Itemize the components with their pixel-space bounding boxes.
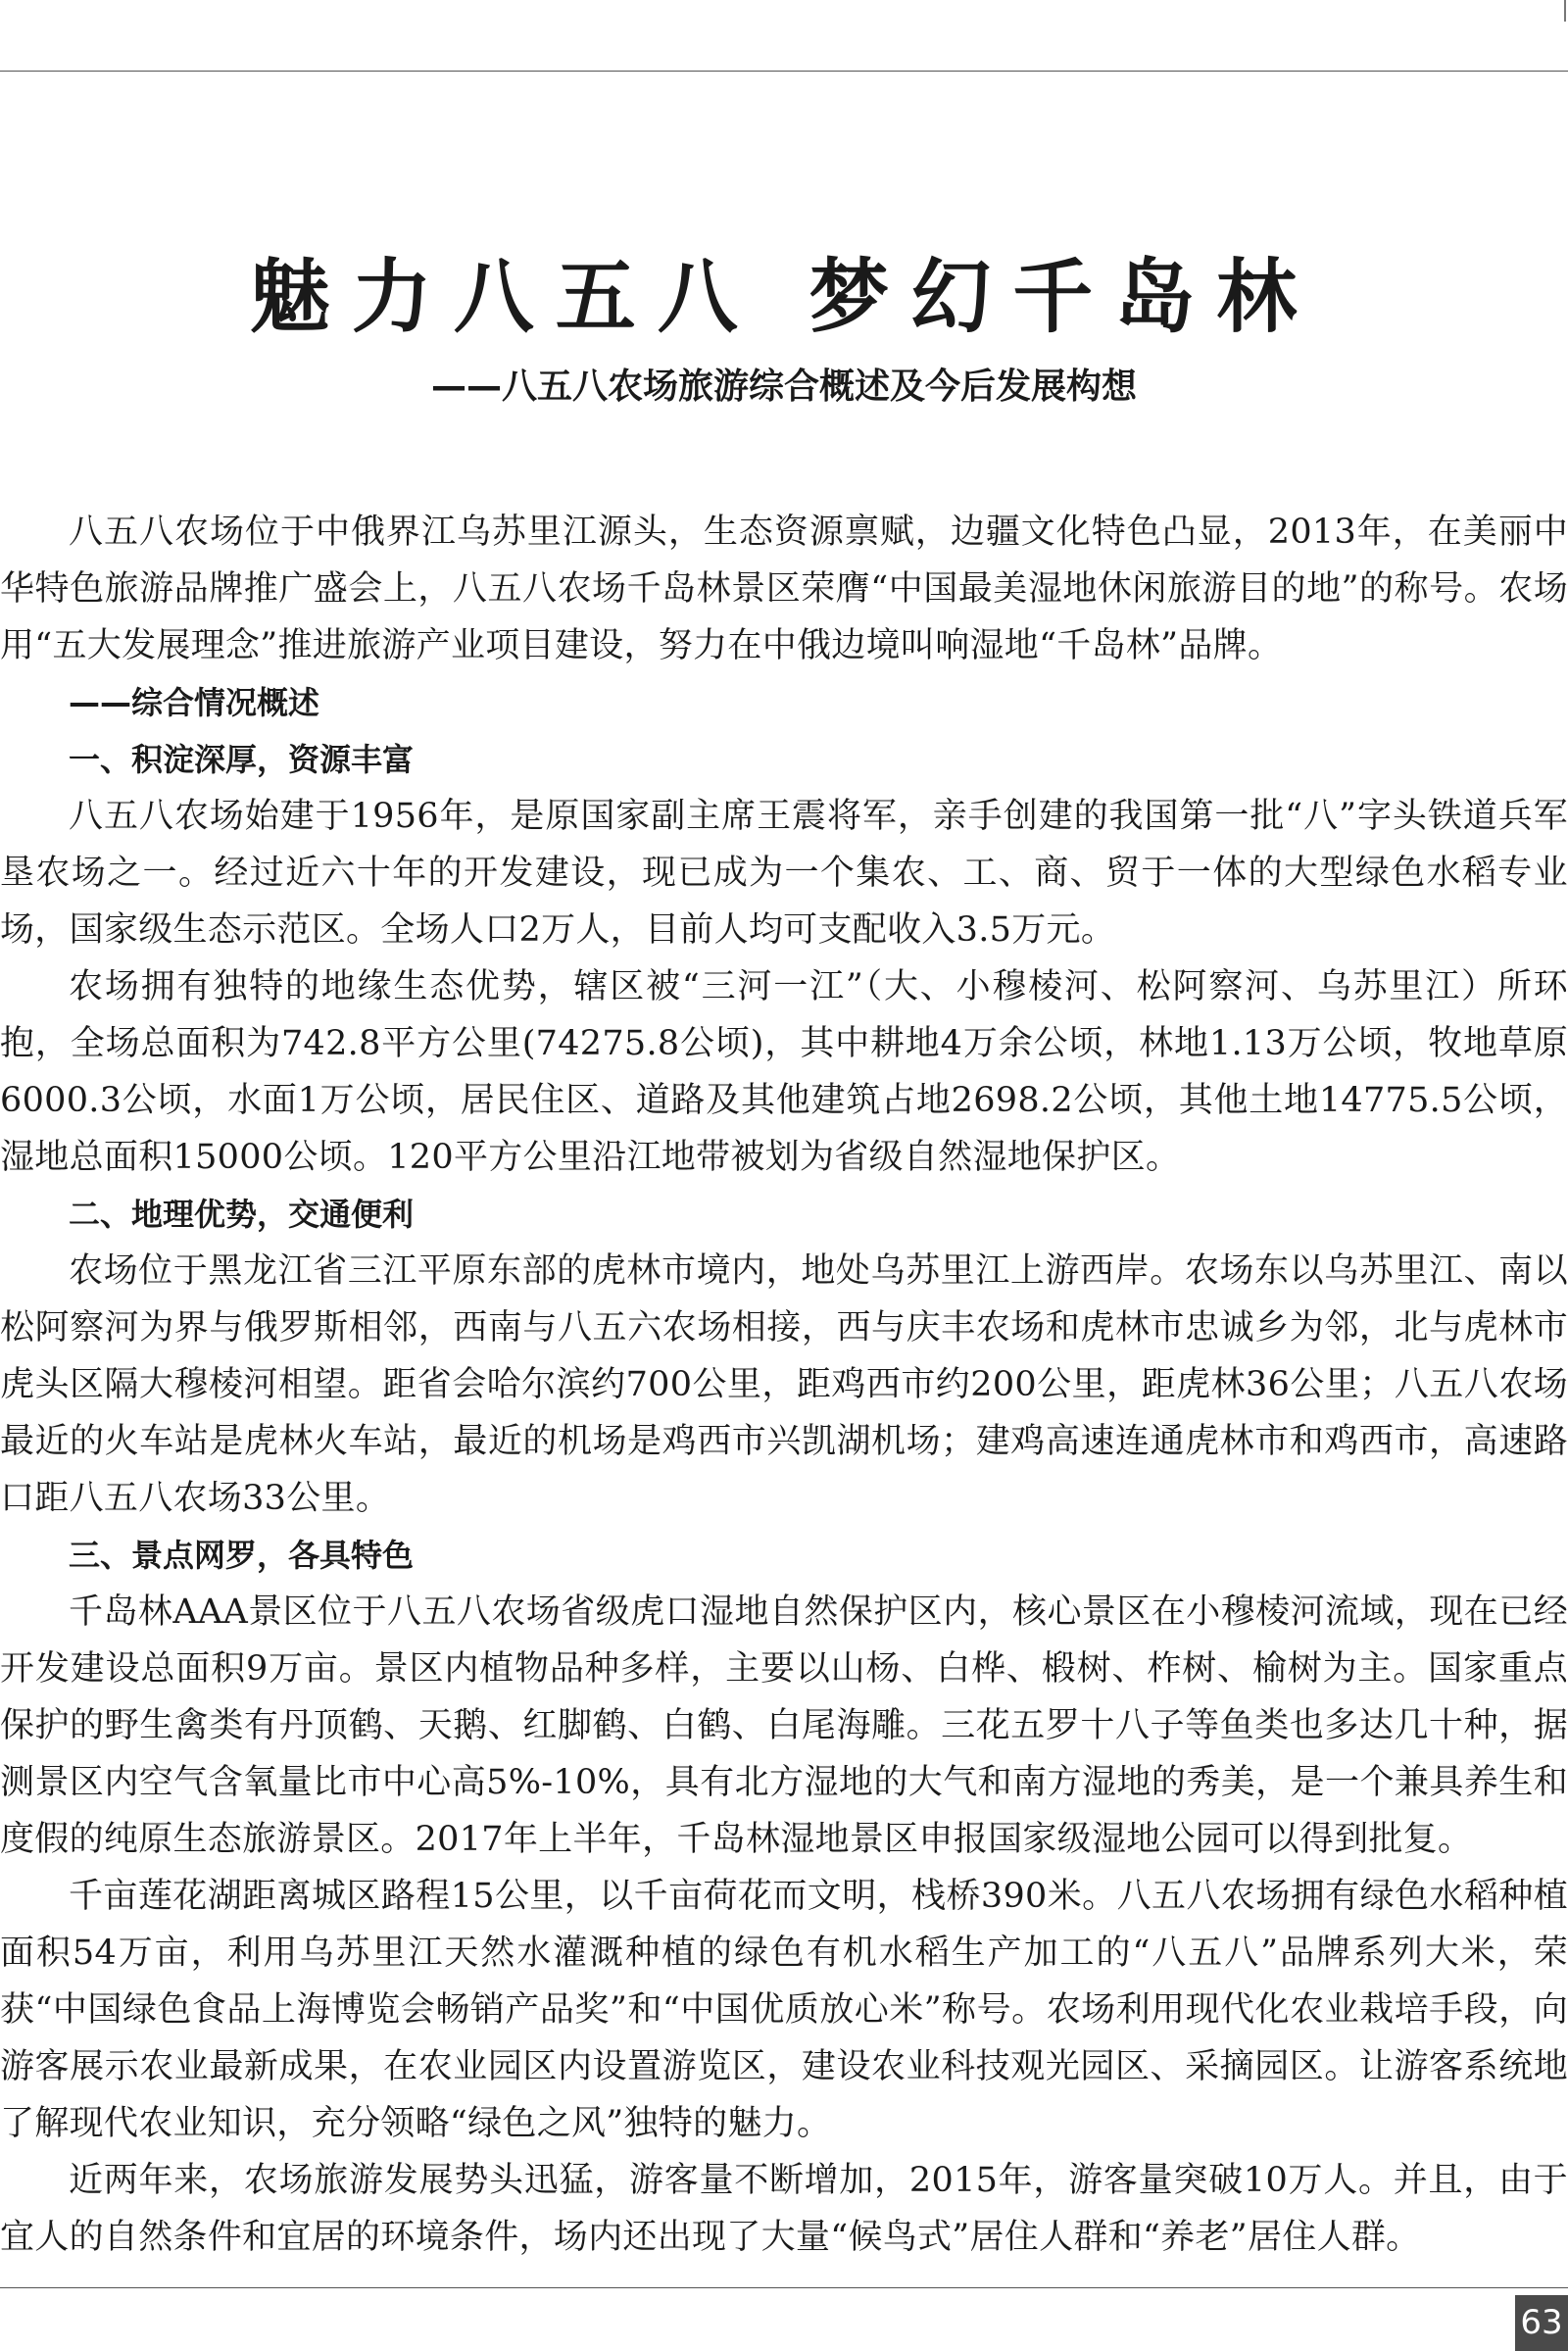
body-paragraph: 农场位于黑龙江省三江平原东部的虎林市境内，地处乌苏里江上游西岸。农场东以乌苏里江、南以松阿察河为界与俄罗斯相邻，西南与八五六农场相接，西与庆丰农场和虎林市忠诚乡为邻，北与虎林市虎头区隔大穆棱河相望。距省会哈尔滨约700公里，距鸡西市约200公里，距虎林36公里；八五八农场最近的火车站是虎林火车站，最近的机场是鸡西市兴凯湖机场；建鸡高速连通虎林市和鸡西市，高速路口距八五八农场33公里。 (0, 1251, 1568, 1518)
page-number: 63 (1515, 2295, 1568, 2351)
article-body (0, 504, 1568, 2266)
section-heading-1: 一、积淀深厚，资源丰富 (69, 741, 415, 778)
body-paragraph: 近两年来，农场旅游发展势头迅猛，游客量不断增加，2015年，游客量突破10万人。并且，由于宜人的自然条件和宜居的环境条件，场内还出现了大量“候鸟式”居住人群和“养老”居住人群。 (0, 2161, 1568, 2257)
section-heading-3: 三、景点网罗，各具特色 (69, 1537, 415, 1574)
page-title: 魅力八五八 梦幻千岛林 (249, 250, 1319, 344)
header-rule (0, 71, 1568, 72)
intro-paragraph: 八五八农场位于中俄界江乌苏里江源头，生态资源禀赋，边疆文化特色凸显，2013年，在美丽中华特色旅游品牌推广盛会上，八五八农场千岛林景区荣膺“中国最美湿地休闲旅游目的地”的称号。农场用“五大发展理念”推进旅游产业项目建设，努力在中俄边境叫响湿地“千岛林”品牌。 (0, 513, 1568, 665)
page-subtitle: ——八五八农场旅游综合概述及今后发展构想 (430, 367, 1137, 407)
footer-rule (0, 2287, 1568, 2288)
body-paragraph: 农场拥有独特的地缘生态优势，辖区被“三河一江”（大、小穆棱河、松阿察河、乌苏里江）所环抱，全场总面积为742.8平方公里(74275.8公顷)，其中耕地4万余公顷，林地1.13万公顷，牧地草原6000.3公顷，水面1万公顷，居民住区、道路及其他建筑占地2698.2公顷，其他土地14775.5公顷，湿地总面积15000公顷。120平方公里沿江地带被划为省级自然湿地保护区。 (0, 967, 1568, 1177)
body-paragraph: 千亩莲花湖距离城区路程15公里，以千亩荷花而文明，栈桥390米。八五八农场拥有绿色水稻种植面积54万亩，利用乌苏里江天然水灌溉种植的绿色有机水稻生产加工的“八五八”品牌系列大米，荣获“中国绿色食品上海博览会畅销产品奖”和“中国优质放心米”称号。农场利用现代化农业栽培手段，向游客展示农业最新成果，在农业园区内设置游览区，建设农业科技观光园区、采摘园区。让游客系统地了解现代农业知识，充分领略“绿色之风”独特的魅力。 (0, 1877, 1568, 2143)
body-paragraph: 千岛林AAA景区位于八五八农场省级虎口湿地自然保护区内，核心景区在小穆棱河流域，现在已经开发建设总面积9万亩。景区内植物品种多样，主要以山杨、白桦、椴树、柞树、榆树为主。国家重点保护的野生禽类有丹顶鹤、天鹅、红脚鹤、白鹤、白尾海雕。三花五罗十八子等鱼类也多达几十种，据测景区内空气含氧量比市中心高5%-10%，具有北方湿地的大气和南方湿地的秀美，是一个兼具养生和度假的纯原生态旅游景区。2017年上半年，千岛林湿地景区申报国家级湿地公园可以得到批复。 (0, 1592, 1568, 1859)
section-heading-overview: ——综合情况概述 (69, 684, 320, 721)
body-paragraph: 八五八农场始建于1956年，是原国家副主席王震将军，亲手创建的我国第一批“八”字头铁道兵军垦农场之一。经过近六十年的开发建设，现已成为一个集农、工、商、贸于一体的大型绿色水稻专业场，国家级生态示范区。全场人口2万人，目前人均可支配收入3.5万元。 (0, 797, 1568, 950)
section-heading-2: 二、地理优势，交通便利 (69, 1196, 415, 1233)
top-corner-mark (1564, 0, 1566, 22)
